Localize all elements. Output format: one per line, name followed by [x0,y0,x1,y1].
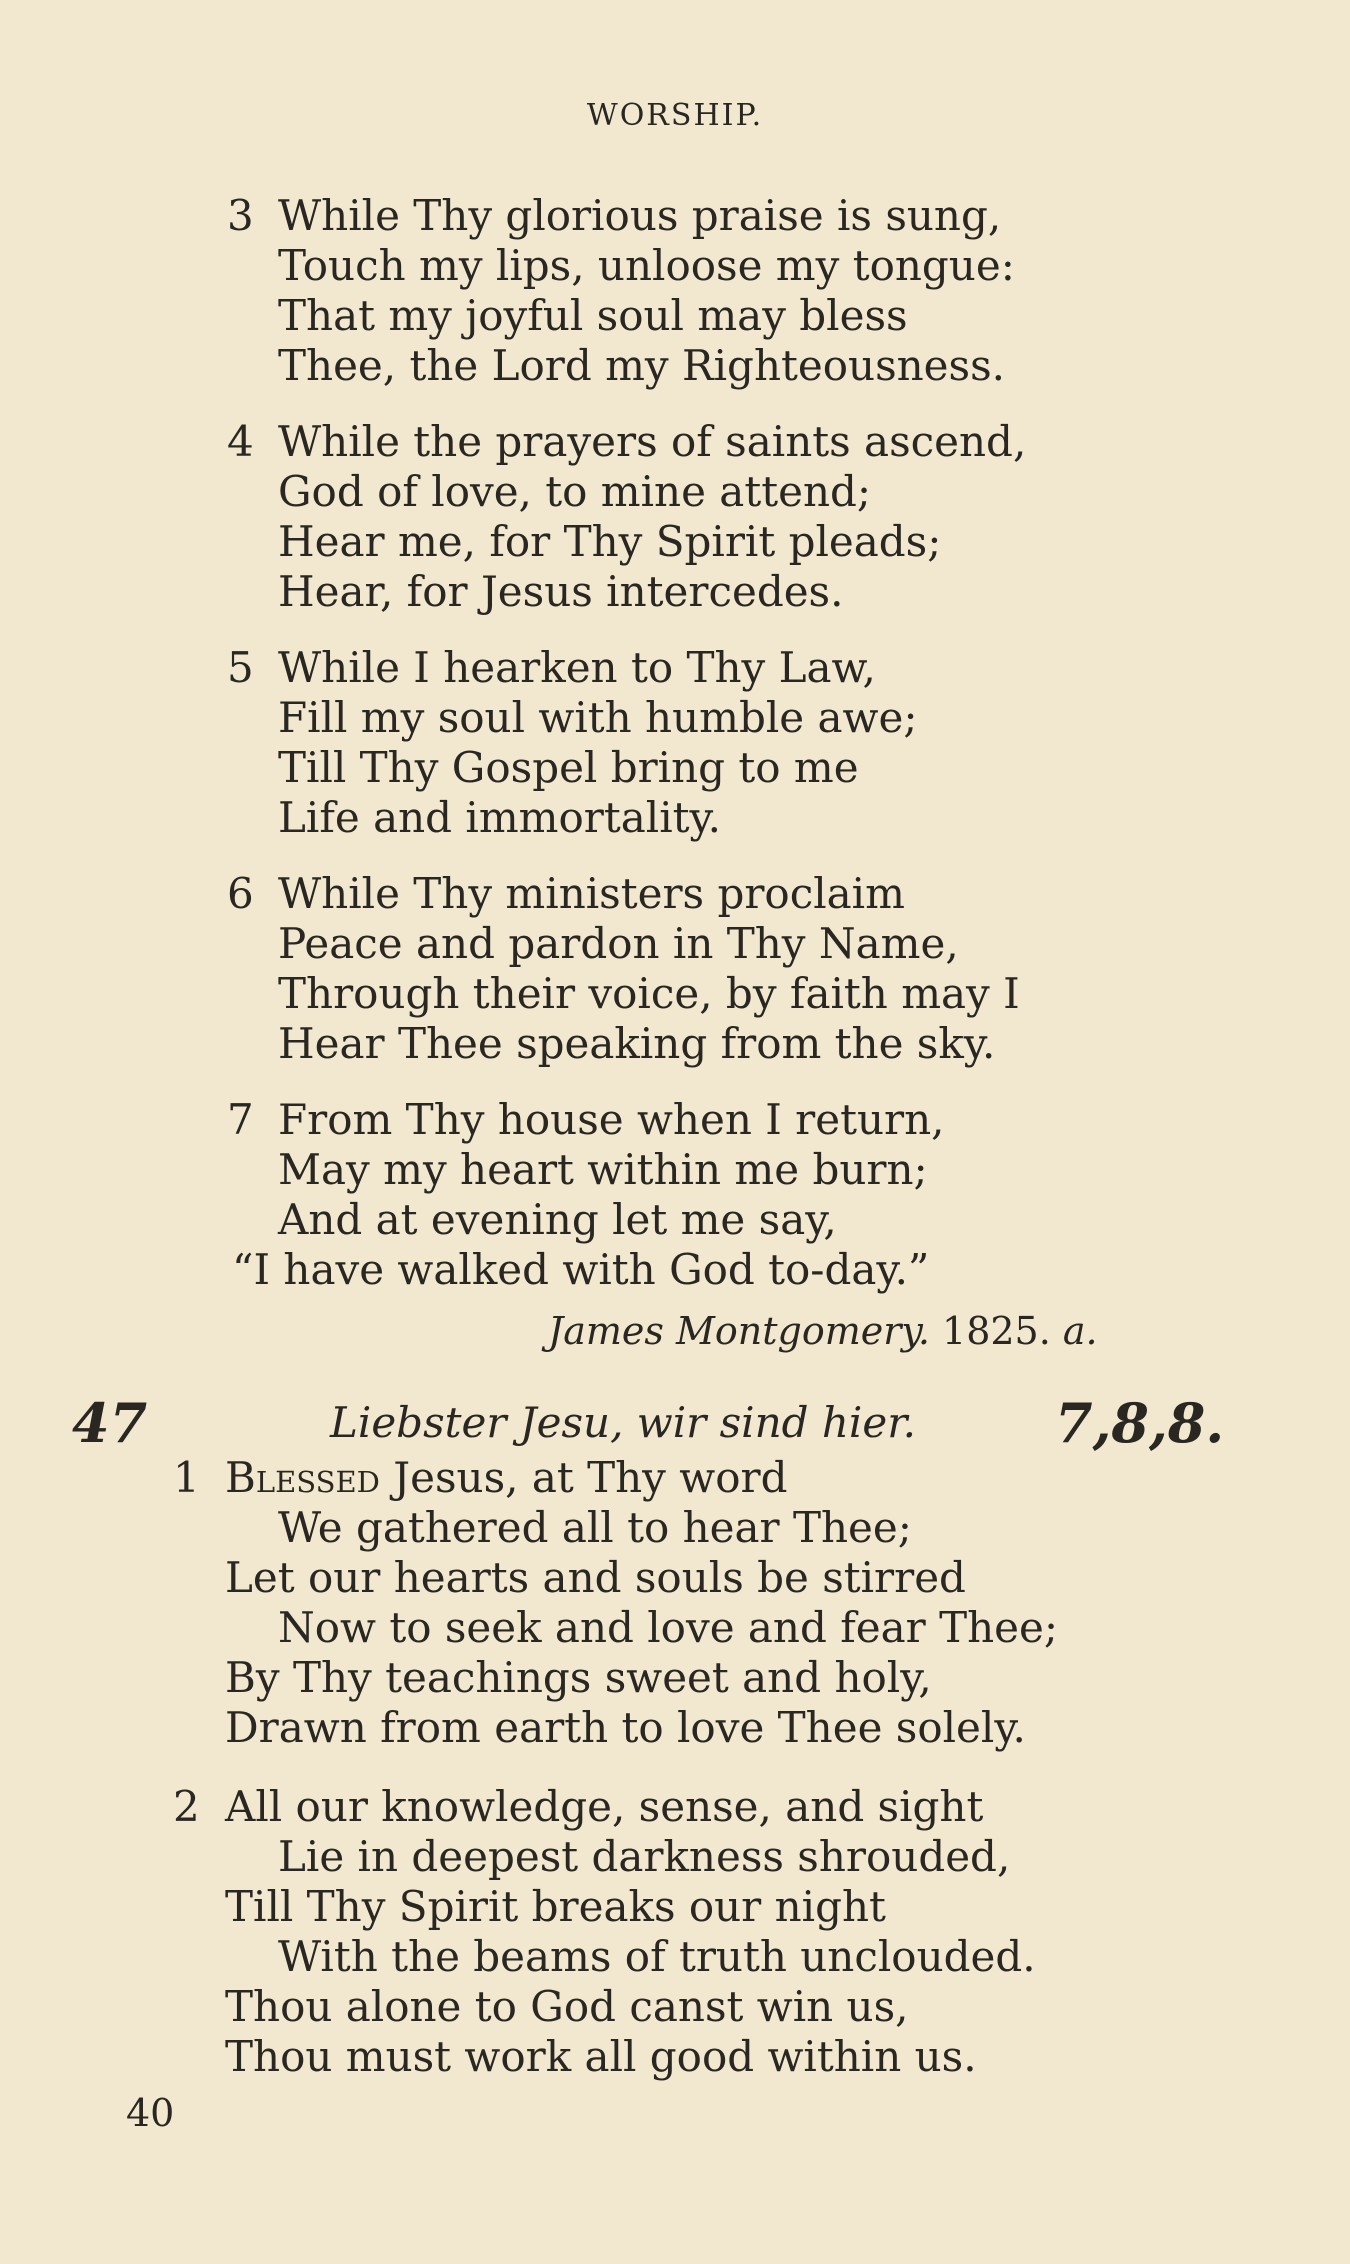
verse-line: While the prayers of saints ascend, [278,417,1027,466]
verse-line: All our knowledge, sense, and sight [225,1782,984,1831]
verse-line: Till Thy Spirit breaks our night [225,1882,886,1931]
verse-line: Peace and pardon in Thy Name, [278,919,959,968]
verse-line: Hear, for Jesus intercedes. [278,567,844,616]
verse-line: Touch my lips, unloose my tongue: [278,241,1015,290]
stanza-number: 4 [227,417,254,466]
verse-line: Hear me, for Thy Spirit pleads; [278,517,942,566]
verse-line: God of love, to mine attend; [278,467,872,516]
verse-line: Hear Thee speaking from the sky. [278,1019,996,1068]
verse-line: Now to seek and love and fear Thee; [278,1603,1059,1652]
verse-line: Till Thy Gospel bring to me [278,743,859,792]
verse-line: May my heart within me burn; [278,1145,928,1194]
verse-line: Life and immortality. [278,793,722,842]
verse-line: Lie in deepest darkness shrouded, [278,1832,1011,1881]
stanza-number: 2 [173,1782,200,1831]
attribution-suffix: a. [1062,1309,1098,1353]
attribution [548,1306,1098,1356]
verse-line: Through their voice, by faith may I [278,969,1020,1018]
stanza-number: 1 [173,1453,200,1502]
first-word: Blessed [225,1453,380,1502]
stanza-number: 6 [227,869,254,918]
hymn-number: 47 [72,1391,148,1455]
verse-line: Thou alone to God canst win us, [225,1982,909,2031]
running-header: WORSHIP. [586,98,764,133]
tune-name: Liebster Jesu, wir sind hier. [330,1398,917,1447]
verse-line: Fill my soul with humble awe; [278,693,918,742]
verse-line: Thou must work all good within us. [225,2032,977,2081]
verse-line: While I hearken to Thy Law, [278,643,876,692]
verse-line: And at evening let me say, [278,1195,837,1244]
verse-line: From Thy house when I return, [278,1095,945,1144]
stanza-number: 3 [227,191,254,240]
page-number: 40 [126,2091,175,2135]
verse-line: Drawn from earth to love Thee solely. [225,1703,1026,1752]
meter: 7,8,8. [1055,1391,1225,1455]
verse-line: That my joyful soul may bless [278,291,908,340]
stanza-number: 7 [227,1095,254,1144]
verse-line: While Thy glorious praise is sung, [278,191,1002,240]
author-name: James Montgomery. [548,1309,930,1353]
verse-line: Thee, the Lord my Righteousness. [278,341,1005,390]
verse-line: While Thy ministers proclaim [278,869,905,918]
verse-line [225,1453,787,1503]
verse-line: By Thy teachings sweet and holy, [225,1653,932,1702]
verse-line: We gathered all to hear Thee; [278,1503,912,1552]
verse-line: With the beams of truth unclouded. [278,1932,1036,1981]
verse-line: Let our hearts and souls be stirred [225,1553,966,1602]
stanza-number: 5 [227,643,254,692]
attribution-year: 1825. [942,1309,1051,1353]
first-line-rest: Jesus, at Thy word [393,1453,788,1502]
verse-line: “I have walked with God to-day.” [232,1245,930,1294]
